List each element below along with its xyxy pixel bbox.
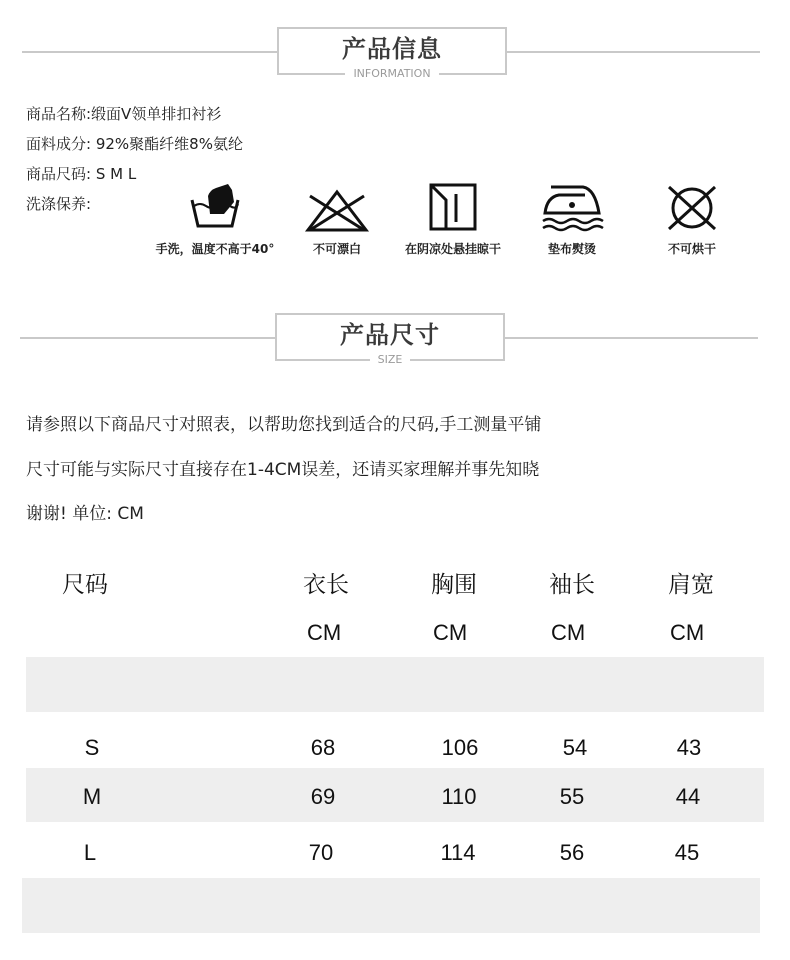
cell-length: 70 [308,840,334,865]
care-label-no-bleach: 不可漂白 [312,242,361,256]
shade-dry-icon [418,182,488,232]
cell-shoulder: 44 [675,784,701,809]
cell-length: 68 [310,735,336,760]
no-tumble-dry-icon [657,183,727,233]
col-header-chest: 胸围 [431,572,477,598]
care-label-no-tumble-dry: 不可烘干 [667,242,716,256]
header-frame [275,313,505,366]
info-subtitle: INFORMATION [279,67,505,81]
size-title: 产品尺寸 [340,321,440,349]
header-rule-left [22,51,277,53]
col-header-sleeve: 袖长 [549,572,595,598]
cell-sleeve: 54 [562,735,588,760]
cell-shoulder: 43 [676,735,702,760]
unit-length: CM [307,620,342,645]
header-rule-right [505,51,760,53]
care-label-shade-dry: 在阴凉处悬挂晾干 [404,242,501,256]
unit-sleeve: CM [551,620,586,645]
col-header-size: 尺码 [62,572,108,598]
cell-chest: 110 [441,784,477,809]
cell-chest: 106 [441,735,479,760]
info-title: 产品信息 [342,35,442,63]
size-note-line-1: 请参照以下商品尺寸对照表，以帮助您找到适合的尺码,手工测量平铺 [26,415,542,435]
table-band [26,657,764,712]
cell-sleeve: 55 [559,784,585,809]
size-note-line-2: 尺寸可能与实际尺寸直接存在1-4CM误差，还请买家理解并事先知晓 [26,460,540,480]
unit-shoulder: CM [670,620,705,645]
col-header-shoulder: 肩宽 [668,572,714,598]
care-label-iron-with-cloth: 垫布熨烫 [547,242,596,256]
info-section-header [0,27,790,83]
cell-sleeve: 56 [559,840,585,865]
cell-length: 69 [310,784,336,809]
size-section-header [0,313,790,369]
header-rule-right [503,337,758,339]
cell-shoulder: 45 [674,840,700,865]
size-note-line-3: 谢谢! 单位: CM [26,504,144,524]
header-frame [277,27,507,80]
size-subtitle: SIZE [277,353,503,367]
product-name: 商品名称:缎面V领单排扣衬衫 [26,105,222,123]
header-rule-left [20,337,275,339]
col-header-length: 衣长 [303,572,349,598]
unit-chest: CM [433,620,468,645]
table-band [22,878,760,933]
care-instructions-label: 洗涤保养: [26,195,92,213]
product-sizes: 商品尺码: S M L [26,165,137,183]
care-label-hand-wash: 手洗，温度不高于40° [155,242,275,256]
hand-wash-icon [180,180,250,230]
iron-with-cloth-icon [537,183,607,233]
product-material: 面料成分: 92%聚酯纤维8%氨纶 [26,135,243,153]
cell-size: L [83,840,97,865]
no-bleach-icon [302,186,372,236]
cell-size: S [84,735,100,760]
cell-size: M [82,784,102,809]
cell-chest: 114 [440,840,476,865]
